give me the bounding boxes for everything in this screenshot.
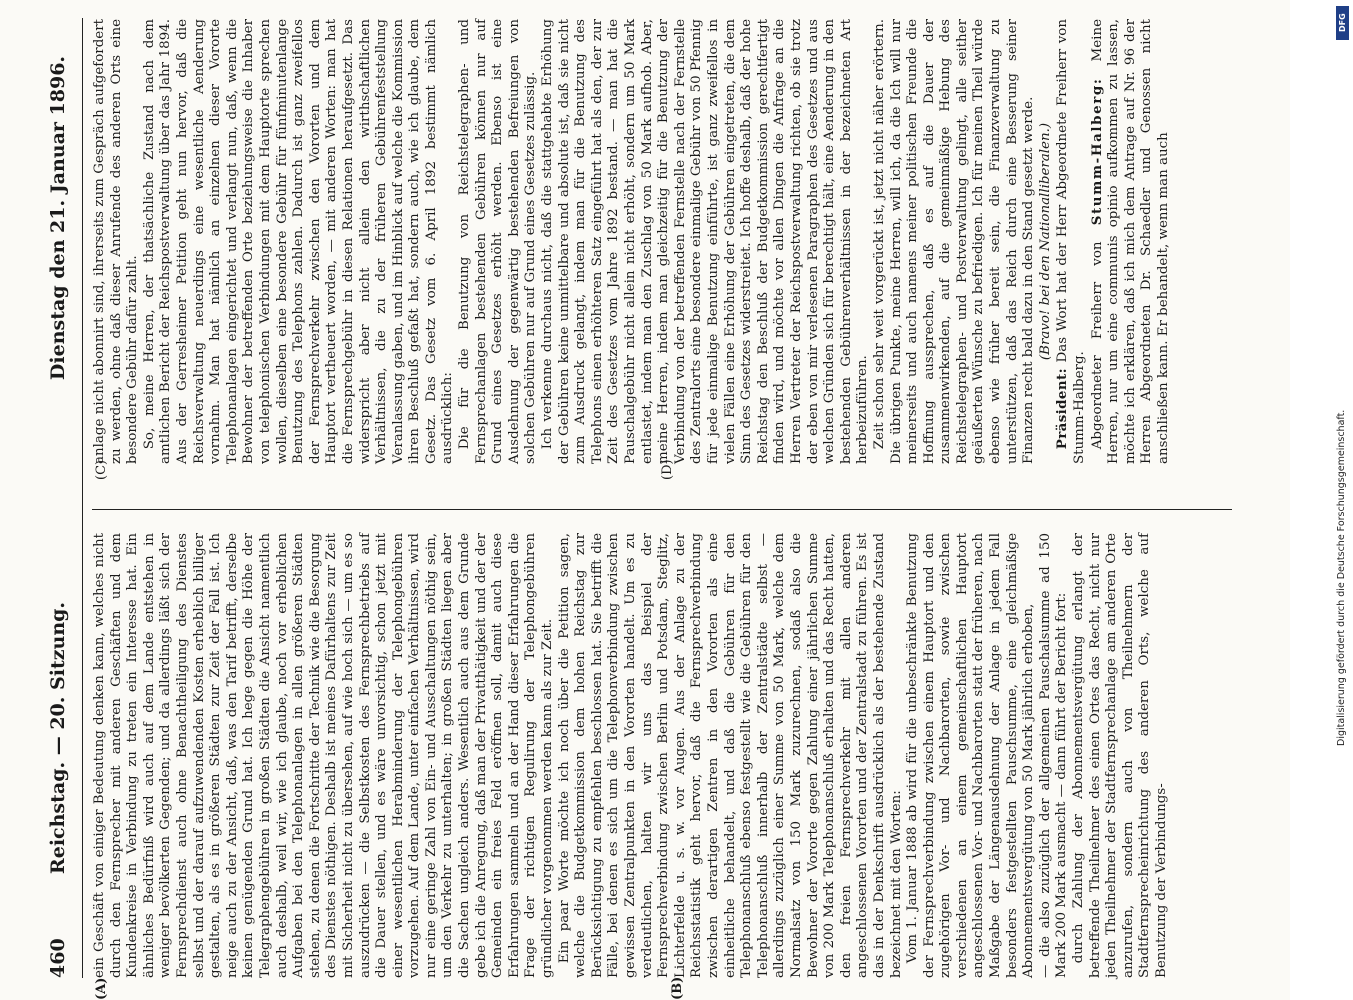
dfg-logo: DFG	[1336, 6, 1349, 40]
column-divider	[92, 509, 1232, 510]
member-title: Abgeordneter Freiherr von	[1089, 241, 1105, 450]
left-column	[92, 533, 1171, 978]
digitization-notice-text: Digitalisierung gefördert durch die Deutsche Forschungsgemeinschaft.	[1336, 409, 1347, 746]
left-paragraph-2: Ein paar Worte möchte ich noch über die Petition sagen, welche die Budgetkommission dem hohen Reichstag zur Berücksichtigung zu empfehlen beschlossen hat. Sie betrifft die Fälle, bei denen es sich um die Telephonverbindung zwischen gewissen Zentralpunkten in den Vororten handelt. Um es zu verdeutlichen, halten wir uns das Beispiel der Fernsprechverbindung zwischen Berlin und Potsdam, Steglitz, Lichterfelde u. s. w. vor Augen. Aus der Anlage zu der Reichsstatistik geht hervor, daß die Fernsprechverbindung zwischen derartigen Zentren in den Vororten als eine einheitliche behandelt, und daß die Gebühren für den Telephonanschluß ebenso festgestellt wie die Gebühren für den Telephonanschluß innerhalb der Zentralstädte selbst — allerdings zuzüglich einer Summe von 50 Mark, welche dem Normalsatz von 150 Mark zuzurechnen, sodaß also die Bewohner der Vororte gegen Zahlung einer jährlichen Summe von 200 Mark Telephonanschluß erhalten und das Recht hatten, den freien Fernsprechverkehr mit allen anderen angeschlossenen Vororten und der Zentralstadt zu führen. Es ist das in der Denkschrift ausdrücklich als der bestehende Zustand bezeichnet mit den Worten:	[556, 533, 904, 978]
left-quote-continued: durch Zahlung der Abonnementsvergütung erlangt der betreffende Theilnehmer des einen Ortes das Recht, nicht nur jeden Theilnehmer der Stadtfernsprechanlage am anderen Orte anzurufen, sondern auch von Theilnehmern der Stadtfernsprecheinrichtung des anderen Orts, welche auf Benutzung der Verbindungs-	[1071, 533, 1169, 978]
president-text: Das Wort hat der Herr Abgeordnete Freiherr von Stumm-Halberg.	[1055, 19, 1088, 464]
applause-note: (Bravo! bei den Nationalliberalen.)	[1037, 122, 1053, 361]
margin-marker-d: (D)	[660, 459, 675, 480]
margin-marker-b: (B)	[670, 976, 685, 1000]
member-speaker: Stumm-Halberg:	[1088, 77, 1105, 226]
right-paragraph-1: anlage nicht abonnirt sind, ihrerseits zum Gespräch aufgefordert zu werden, ohne daß dieser Anrufende des anderen Orts eine besondere Gebühr dafür zahlt.	[92, 19, 141, 464]
right-paragraph-4: Ich verkenne durchaus nicht, daß die stattgehabte Erhöhung der Gebühren keine unmittelbare und absolute ist, daß sie nicht zum Ausdruck gelangt, indem man für die Benutzung des Telephons einen erhöhteren Satz eingeführt hat als den, der zur Zeit des Gesetzes vom Jahre 1892 bestand. — man hat die Pauschalgebühr nicht allein nicht erhöht, sondern um 50 Mark entlastet, indem man den Zuschlag von 50 Mark aufhob. Aber, meine Herren, indem man gleichzeitig für die Benutzung der Verbindung von der betreffenden Fernstelle nach der Fernstelle des Zentralorts eine besondere einmalige Gebühr von 50 Pfennig für jede einmalige Benutzung einführte, ist ganz zweifellos in vielen Fällen eine Erhöhung der Gebühren eingetreten, die dem Sinn des Gesetzes widerstreitet. Ich hoffe deshalb, daß der hohe Reichstag den Beschluß der Budgetkommission gerechtfertigt finden wird, und möchte vor allen Dingen die Anfrage an die Herren Vertreter der Reichspostverwaltung richten, ob sie trotz der eben von mir verlesenen Paragraphen des Gesetzes und aus welchen Gründen sich für berechtigt hält, eine Aenderung in den bestehenden Gebührenverhältnissen in der bezeichneten Art herbeizuführen.	[540, 19, 871, 464]
president-statement	[1054, 19, 1088, 464]
running-header	[38, 18, 78, 978]
right-running-head: Dienstag den 21. Januar 1896.	[47, 55, 69, 381]
left-quote-1888: Vom 1. Januar 1888 ab wird für die unbeschränkte Benutzung der Fernsprechverbindung zwischen einem Hauptort und den zugehörigen Vor- und Nachbarorten, sowie zwischen verschiedenen an einem gemeinschaftlichen Hauptort angeschlossenen Vor- und Nachbarorten statt der früheren, nach Maßgabe der Längenausdehnung der Anlage in jedem Fall besonders festgestellten Pauschsumme, eine gleichmäßige Abonnementsvergütung von 50 Mark jährlich erhoben,	[905, 533, 1037, 978]
header-rule	[82, 18, 83, 978]
right-paragraph-5: Zeit schon sehr weit vorgerückt ist, jetzt nicht näher erörtern. Die übrigen Punkte, meine Herren, will ich, da die Ich will nur meinerseits und auch namens meiner politischen Freunde die Hoffnung aussprechen, daß es auf die Dauer der zusammenwirkenden, auf die gemeinmäßige Hebung des Reichstelegraphen- und Postverwaltung gelingt, alle seither geäußerten Wünsche zu befriedigen. Ich für meinen Theil würde ebenso wie früher bereit sein, die Finanzverwaltung zu unterstützen, daß das Reich durch eine Besserung seiner Finanzen recht bald dazu in den Stand gesetzt werde.	[871, 19, 1037, 464]
page-number: 460	[47, 938, 69, 978]
president-speaker: Präsident:	[1054, 368, 1071, 450]
margin-marker-c: (C)	[94, 459, 109, 480]
digitization-notice	[1336, 0, 1350, 1000]
right-law-quote: Die für die Benutzung von Reichstelegraphen- und Fernsprechanlagen bestehenden Gebühren können nur auf Grund eines Gesetzes erhöht werden. Ebenso ist eine Ausdehnung der gegenwärtig bestehenden Befreiungen von solchen Gebühren nur auf Grund eines Gesetzes zulässig.	[457, 19, 539, 464]
left-paragraph-1: ein Geschäft von einiger Bedeutung denken kann, welches nicht durch den Fernsprecher mit anderen Geschäften und dem Kundenkreise in Verbindung zu treten ein Interesse hat. Ein ähnliches Bedürfniß wird auch auf dem Lande entstehen in weniger bevölkerten Gegenden; und da allerdings läßt sich der Fernsprechdienst auch ohne Benachtheiligung des Dienstes selbst und der darauf aufzuwendenden Kosten erheblich billiger gestalten, als es in größeren Städten zur Zeit der Fall ist. Ich neige auch zu der Ansicht, daß, was den Tarif betrifft, derselbe keinen genügenden Grund hat. Ich hege gegen die Höhe der Telegraphengebühren in großen Städten die Ansicht namentlich auch deshalb, weil wir, wie ich glaube, noch vor erheblichen Aufgaben bei den Telephonanlagen in allen größeren Städten stehen, zu denen die Fortschritte der Technik wie die Besorgung des Dienstes nöthigen. Deshalb ist meines Dafürhaltens zur Zeit mit Sicherheit nicht zu übersehen, auf wie hoch sich — um es so auszudrücken — die Selbstkosten des Fernsprechbetriebs auf die Dauer stellen, und es wäre unvorsichtig, schon jetzt mit einer wesentlichen Herabminderung der Telephongebühren vorzugehen. Auf dem Lande, unter einfachen Verhältnissen, wird nur eine geringe Zahl von Ein- und Ausschaltungen nöthig sein, um den Verkehr zu unterhalten; in großen Städten liegen aber die Sachen ungleich anders. Wesentlich auch aus dem Grunde gebe ich die Anregung, daß man der Privatthätigkeit und der der Gemeinden ein freies Feld eröffnen soll, damit auch diese Erfahrungen sammeln und an der Hand dieser Erfahrungen die Frage der richtigen Regulirung der Telephongebühren gründlicher vorgenommen werden kann als zur Zeit.	[92, 533, 556, 978]
right-paragraph-2: So, meine Herren, der thatsächliche Zustand nach dem amtlichen Bericht der Reichspostverwaltung über das Jahr 1894. Aus der Gerresheimer Petition geht nun hervor, daß die Reichsverwaltung neuerdings eine wesentliche Aenderung vornahm. Man hat nämlich an einzelnen dieser Vororte Telephonanlagen eingerichtet und verlangt nun, daß, wenn die Bewohner der betreffenden Orte beziehungsweise die Inhaber von telephonischen Verbindungen mit dem Hauptorte sprechen wollen, dieselben eine besondere Gebühr für fünfminutenlange Benutzung des Telephons zahlen. Dadurch ist ganz zweifellos der Fernsprechverkehr zwischen den Vororten und dem Hauptort vertheuert worden, — mit anderen Worten: man hat die Fernsprechgebühr in diesen Relationen heraufgesetzt. Das widerspricht aber nicht allein den wirthschaftlichen Verhältnissen, die zu der früheren Gebührenfeststellung Veranlassung gaben, und im Hinblick auf welche die Kommission ihren Beschluß gefaßt hat, sondern auch, wie ich glaube, dem Gesetz. Das Gesetz vom 6. April 1892 bestimmt nämlich ausdrücklich:	[141, 19, 456, 464]
margin-marker-a: (A)	[94, 977, 109, 1000]
left-paragraph-4: — die also zuzüglich der allgemeinen Pauschalsumme ad 150 Mark 200 Mark ausmacht — dann führt der Bericht fort:	[1037, 533, 1070, 978]
left-running-head: Reichstag. — 20. Sitzung.	[47, 601, 69, 875]
member-statement	[1089, 19, 1173, 464]
member-text: Meine Herren, nur um eine communis opinio aufkommen zu lassen, möchte ich erklären, daß ich mich dem Antrage auf Nr. 96 der Herren Abgeordneten Dr. Schaedler und Genossen nicht anschließen kann. Er behandelt, wenn man auch	[1089, 18, 1171, 464]
right-column	[92, 19, 1173, 464]
